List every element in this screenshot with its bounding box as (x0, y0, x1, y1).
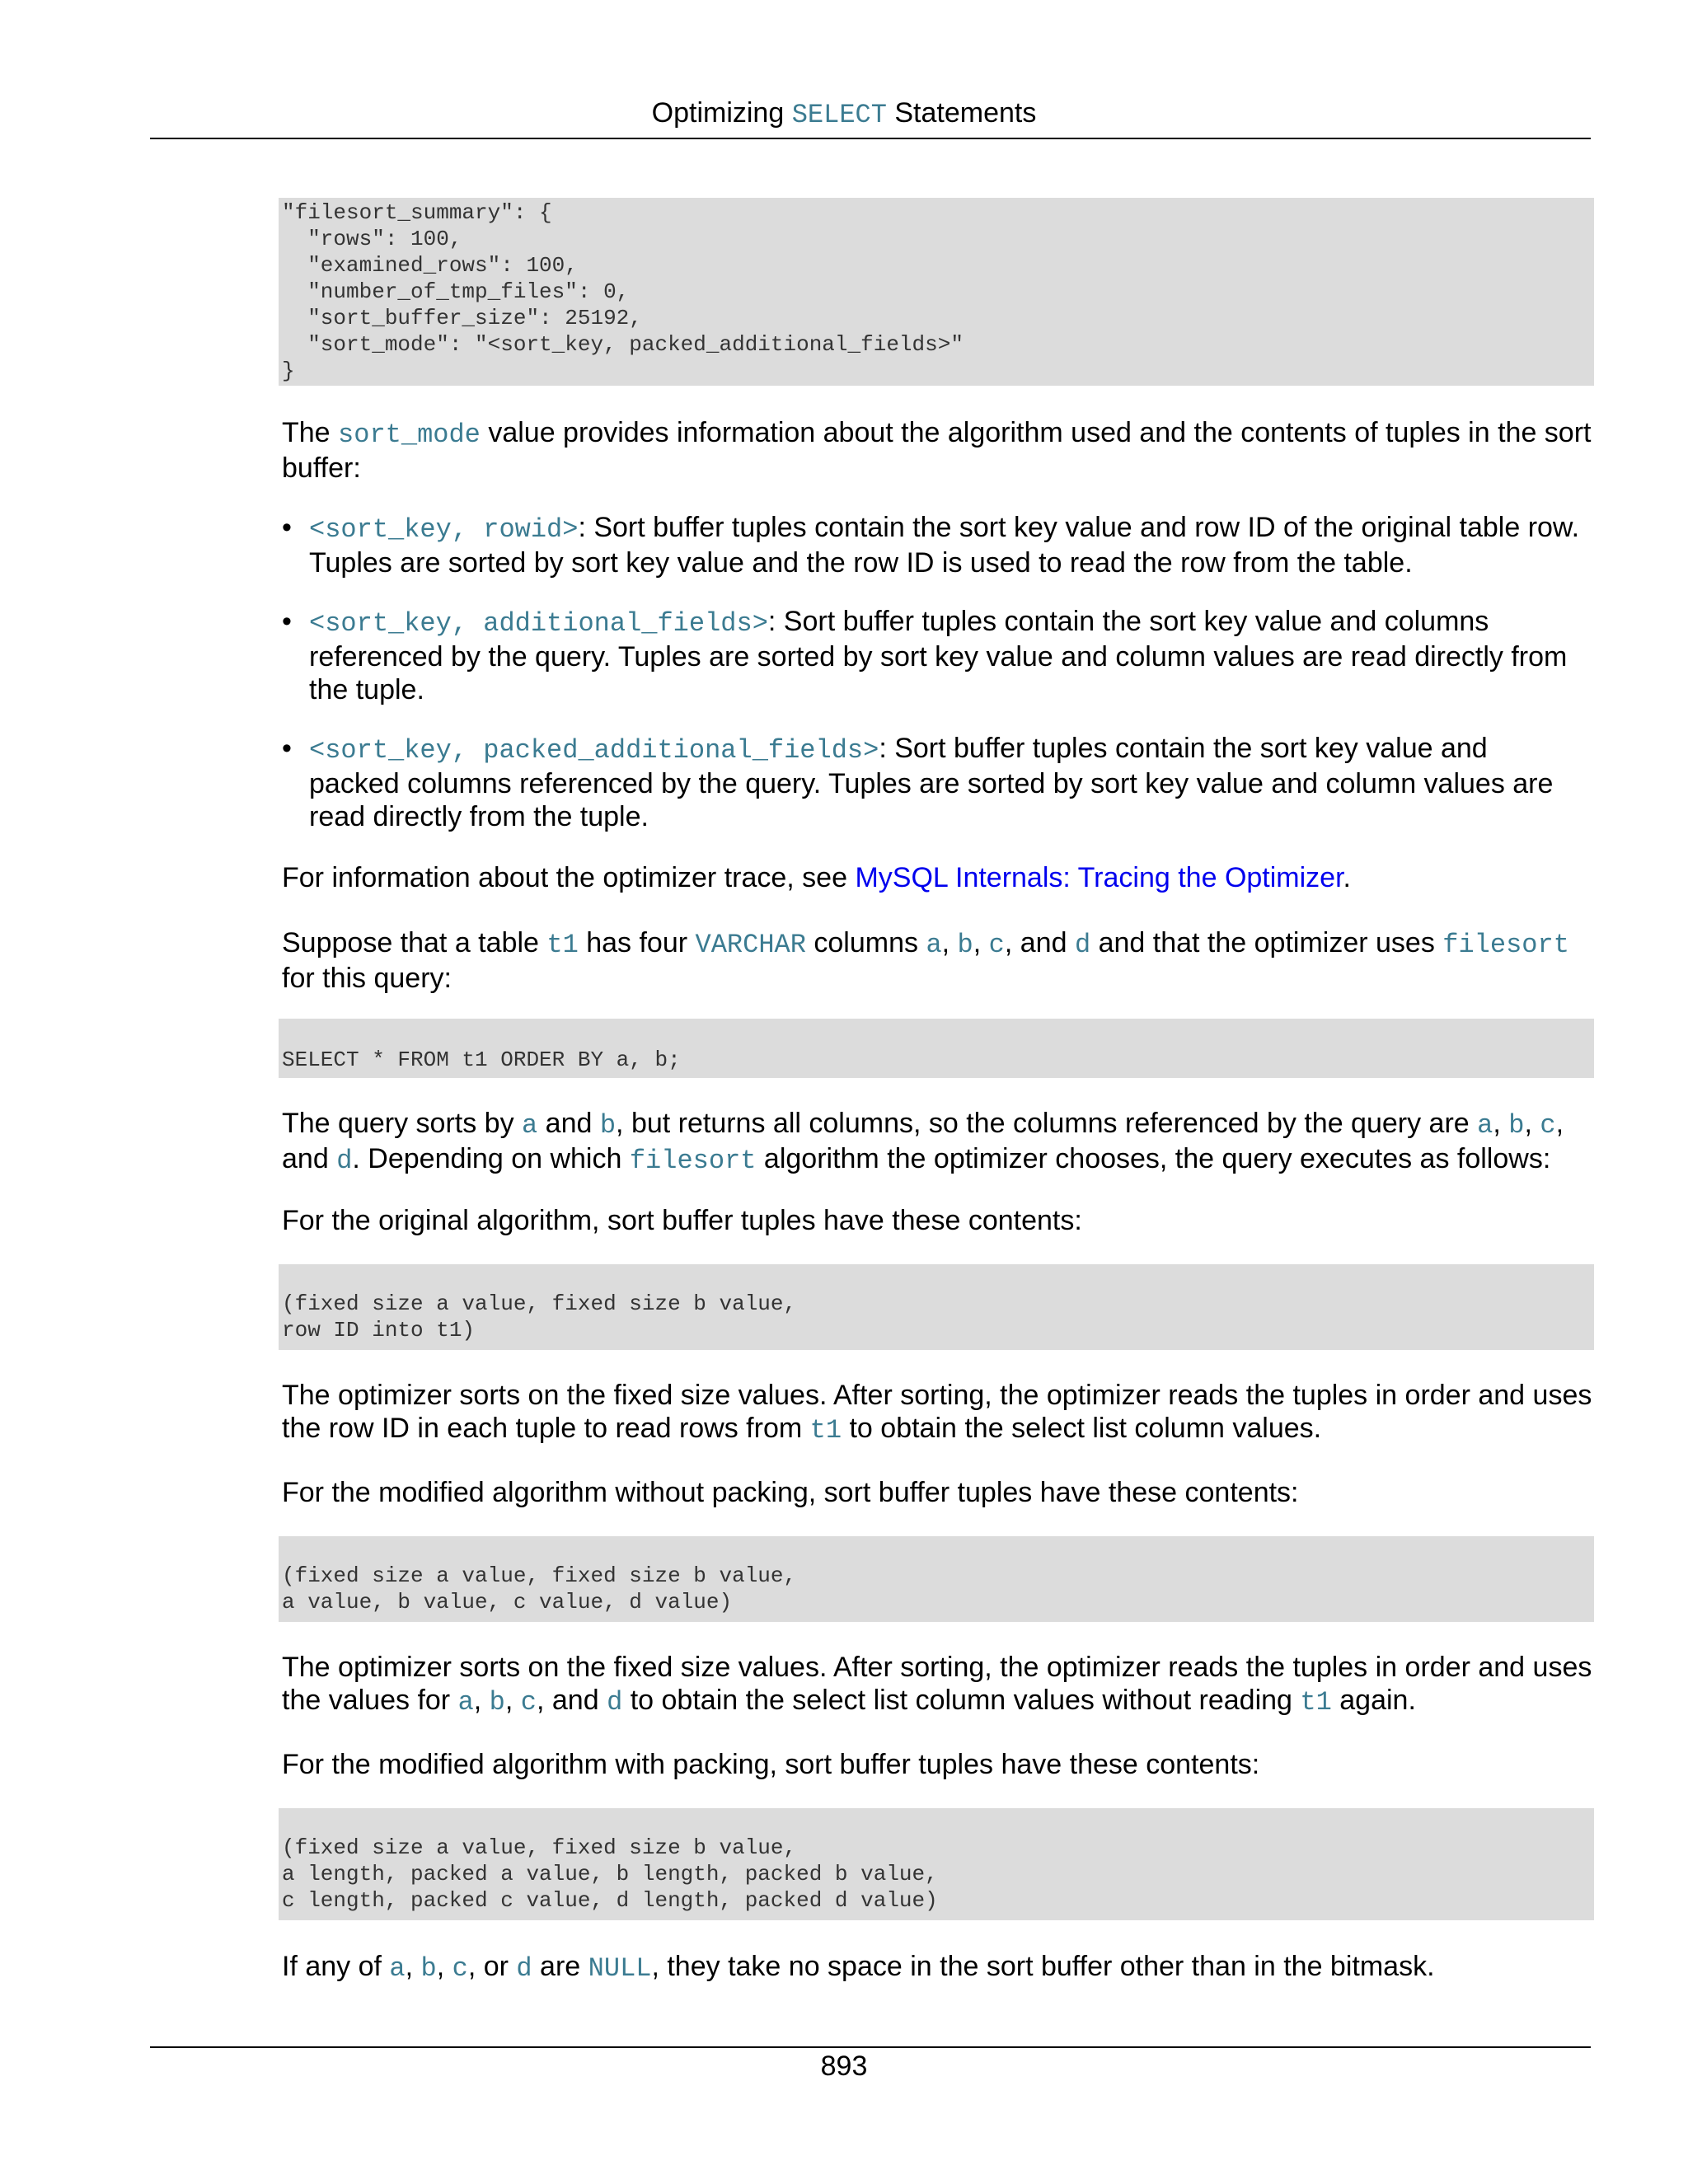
paragraph-modified-no-packing (282, 1476, 1594, 1509)
text: , but returns all columns, so the columns referenced by the query are (616, 1108, 1478, 1139)
text: value provides information about the algorithm used and the contents of tuples in the sort (480, 417, 1592, 448)
paragraph-sorts-fixed-2 (282, 1651, 1594, 1719)
text: and (282, 1143, 337, 1174)
text: For the modified algorithm without packing, sort buffer tuples have these contents: (282, 1477, 1299, 1508)
code-b: b (957, 930, 973, 960)
text: algorithm the optimizer chooses, the query executes as follows: (756, 1143, 1551, 1174)
text: For information about the optimizer trace, see (282, 862, 856, 893)
text: Tuples are sorted by sort key value and the row ID is used to read the row from the table. (309, 547, 1413, 579)
text: For the modified algorithm with packing, sort buffer tuples have these contents: (282, 1749, 1260, 1780)
header-code-select: SELECT (791, 100, 887, 130)
code-block-original (279, 1264, 1594, 1350)
text: packed columns referenced by the query. Tuples are sorted by sort key value and column values are (309, 768, 1554, 799)
text: the row ID in each tuple to read rows from (282, 1413, 810, 1444)
text: to obtain the select list column values. (842, 1413, 1322, 1444)
bullet-icon: • (282, 606, 292, 637)
code-line: "rows": 100, (282, 227, 462, 251)
text: and that the optimizer uses (1090, 927, 1443, 958)
paragraph-query-sorts (282, 1107, 1594, 1178)
paragraph-sort-mode (282, 416, 1594, 485)
page-header (0, 95, 1688, 134)
code-filesort: filesort (1442, 930, 1569, 960)
text: . Depending on which (352, 1143, 630, 1174)
text: : Sort buffer tuples contain the sort key value and row ID of the original table row. (578, 512, 1580, 543)
text: to obtain the select list column values without reading (622, 1685, 1301, 1716)
text: are (532, 1951, 588, 1982)
text: again. (1331, 1685, 1416, 1716)
code-block-filesort-summary (279, 198, 1594, 386)
text: buffer: (282, 452, 361, 484)
code-line: "filesort_summary": { (282, 200, 552, 225)
header-text-suffix: Statements (886, 97, 1037, 129)
text: the values for (282, 1685, 458, 1716)
text: columns (805, 927, 926, 958)
code-line: "sort_mode": "<sort_key, packed_additional_fields>" (282, 332, 964, 357)
text: The query sorts by (282, 1108, 523, 1139)
header-rule (150, 138, 1591, 139)
code-line: c length, packed c value, d length, packed d value) (282, 1888, 938, 1913)
text: , (973, 927, 989, 958)
code-sort-key-additional-fields: <sort_key, additional_fields> (309, 608, 768, 639)
code-t1: t1 (546, 930, 579, 960)
code-a: a (1477, 1110, 1493, 1141)
text: , (473, 1685, 490, 1716)
text: , or (467, 1951, 517, 1982)
link-mysql-internals-tracing[interactable]: MySQL Internals: Tracing the Optimizer (855, 862, 1343, 893)
text: read directly from the tuple. (309, 801, 649, 832)
code-filesort: filesort (629, 1146, 757, 1176)
code-a: a (457, 1687, 474, 1718)
code-null: NULL (588, 1953, 652, 1984)
code-varchar: VARCHAR (695, 930, 806, 960)
text: . (1343, 862, 1351, 893)
text: : Sort buffer tuples contain the sort key value and (879, 733, 1488, 764)
text: If any of (282, 1951, 390, 1982)
text: referenced by the query. Tuples are sorted by sort key value and column values are read directly from (309, 641, 1568, 673)
code-d: d (607, 1687, 623, 1718)
code-a: a (522, 1110, 538, 1141)
text: The optimizer sorts on the fixed size values. After sorting, the optimizer reads the tuples in order and uses (282, 1380, 1592, 1411)
code-line: "sort_buffer_size": 25192, (282, 306, 642, 330)
code-b: b (599, 1110, 617, 1141)
code-c: c (520, 1687, 537, 1718)
code-line: } (282, 359, 295, 383)
code-line: a value, b value, c value, d value) (282, 1590, 733, 1615)
code-c: c (1540, 1110, 1556, 1141)
code-block-packed (279, 1808, 1594, 1920)
text: , and (1004, 927, 1075, 958)
text: The (282, 417, 339, 448)
code-line: (fixed size a value, fixed size b value, (282, 1563, 797, 1588)
code-sort-mode: sort_mode (338, 419, 481, 450)
text: , (1555, 1108, 1564, 1139)
code-line: SELECT * FROM t1 ORDER BY a, b; (282, 1047, 681, 1072)
page-number: 893 (820, 2050, 868, 2082)
code-block-modified (279, 1536, 1594, 1622)
code-d: d (1074, 930, 1091, 960)
code-c: c (452, 1953, 468, 1984)
text: the tuple. (309, 674, 424, 705)
header-text-prefix: Optimizing (651, 97, 792, 129)
code-sort-key-rowid: <sort_key, rowid> (309, 514, 579, 545)
text: Suppose that a table (282, 927, 547, 958)
code-line: "number_of_tmp_files": 0, (282, 279, 630, 304)
text: , (405, 1951, 421, 1982)
text: , (941, 927, 958, 958)
bullet-icon: • (282, 512, 292, 543)
paragraph-optimizer-trace (282, 861, 1594, 894)
code-t1: t1 (1300, 1687, 1332, 1718)
text: The optimizer sorts on the fixed size values. After sorting, the optimizer reads the tuples in order and uses (282, 1652, 1592, 1683)
text: , and (536, 1685, 607, 1716)
paragraph-modified-packing (282, 1748, 1594, 1781)
text: , (1493, 1108, 1509, 1139)
text: : Sort buffer tuples contain the sort key value and columns (767, 606, 1489, 637)
paragraph-table-t1 (282, 926, 1594, 995)
code-b: b (420, 1953, 437, 1984)
text: , (504, 1685, 521, 1716)
code-block-query (279, 1019, 1594, 1078)
paragraph-sorts-fixed-1 (282, 1379, 1594, 1447)
code-line: a length, packed a value, b length, packed b value, (282, 1862, 938, 1886)
code-sort-key-packed-additional-fields: <sort_key, packed_additional_fields> (309, 735, 879, 766)
code-line: (fixed size a value, fixed size b value, (282, 1291, 797, 1316)
paragraph-original-algorithm (282, 1204, 1594, 1237)
text: , they take no space in the sort buffer other than in the bitmask. (651, 1951, 1435, 1982)
code-a: a (926, 930, 942, 960)
paragraph-null-values (282, 1950, 1594, 1985)
code-d: d (336, 1146, 353, 1176)
code-line: (fixed size a value, fixed size b value, (282, 1835, 797, 1860)
bullet-icon: • (282, 733, 292, 764)
text: , (1524, 1108, 1540, 1139)
code-b: b (489, 1687, 505, 1718)
code-d: d (516, 1953, 532, 1984)
code-b: b (1508, 1110, 1525, 1141)
text: has four (578, 927, 696, 958)
code-c: c (988, 930, 1005, 960)
text: for this query: (282, 963, 452, 994)
code-a: a (389, 1953, 406, 1984)
code-line: "examined_rows": 100, (282, 253, 578, 278)
text: , (436, 1951, 452, 1982)
code-line: row ID into t1) (282, 1318, 476, 1343)
text: and (537, 1108, 600, 1139)
code-t1: t1 (809, 1415, 842, 1446)
text: For the original algorithm, sort buffer tuples have these contents: (282, 1205, 1082, 1236)
